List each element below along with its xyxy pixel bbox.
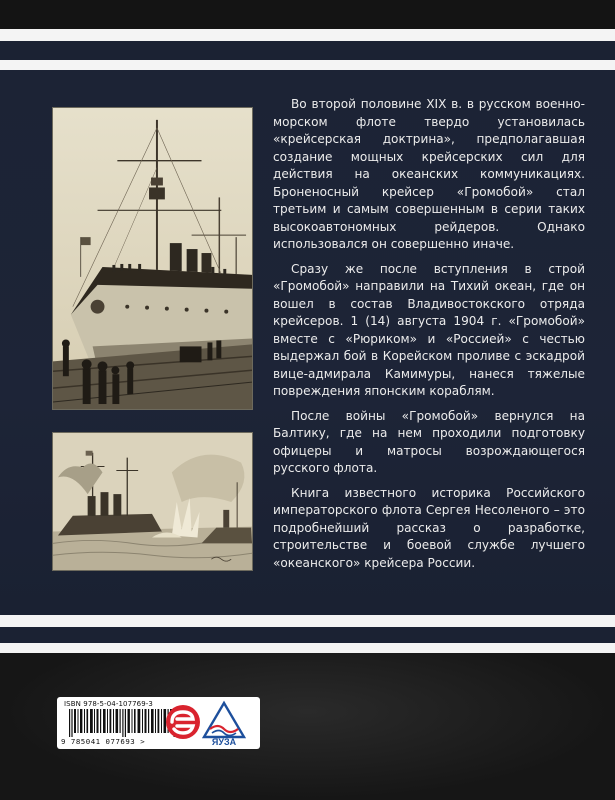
top-stripe [0,60,615,70]
barcode-number: 9 785041 077693 > [61,737,146,746]
yauza-logo [200,697,248,747]
bottom-stripe [0,643,615,653]
annotation-text [273,96,585,579]
top-stripe [0,29,615,41]
annotation-paragraph: Книга известного историка Российского императорского флота Сергея Несоленого – это подробнейший рассказ о разработке, строительстве и боевой службе лучшего «океанского» крейсера России. [273,485,585,570]
navy-gap [0,627,615,643]
top-band [0,0,615,29]
isbn-label: ISBN 978-5-04-107769-3 [64,700,153,708]
navy-gap [0,41,615,60]
bottom-stripe [0,615,615,627]
annotation-paragraph: После войны «Громобой» вернулся на Балтику, где на нем проходили подготовку офицеры и матросы возрождающегося русского флота. [273,408,585,475]
cruiser-dock-photo [52,107,253,410]
annotation-paragraph: Во второй половине XIX в. в русском военно-морском флоте твердо установилась «крейсерская доктрина», предполагавшая создание мощных крейсерских сил для действия на океанских коммуникациях. Броненосный крейсер «Громобой» стал третьим и самым совершенным в серии таких высокоавтономных рейдеров. Однако использовался он совершенно иначе. [273,97,585,251]
naval-battle-illustration [52,432,253,571]
yauza-logo-label: ЯУЗА [211,737,237,747]
eksmo-logo [163,699,203,745]
annotation-paragraph: Сразу же после вступления в строй «Громобой» направили на Тихий океан, где он вошел в состав Владивостокского отряда крейсеров. 1 (14) августа 1904 г. «Громобой» вместе с «Рюриком» и «Россией» с честью выдержал бой в Корейском проливе с эскадрой вице-адмирала Камимуры, нанеся тяжелые повреждения японским кораблям. [273,261,585,398]
